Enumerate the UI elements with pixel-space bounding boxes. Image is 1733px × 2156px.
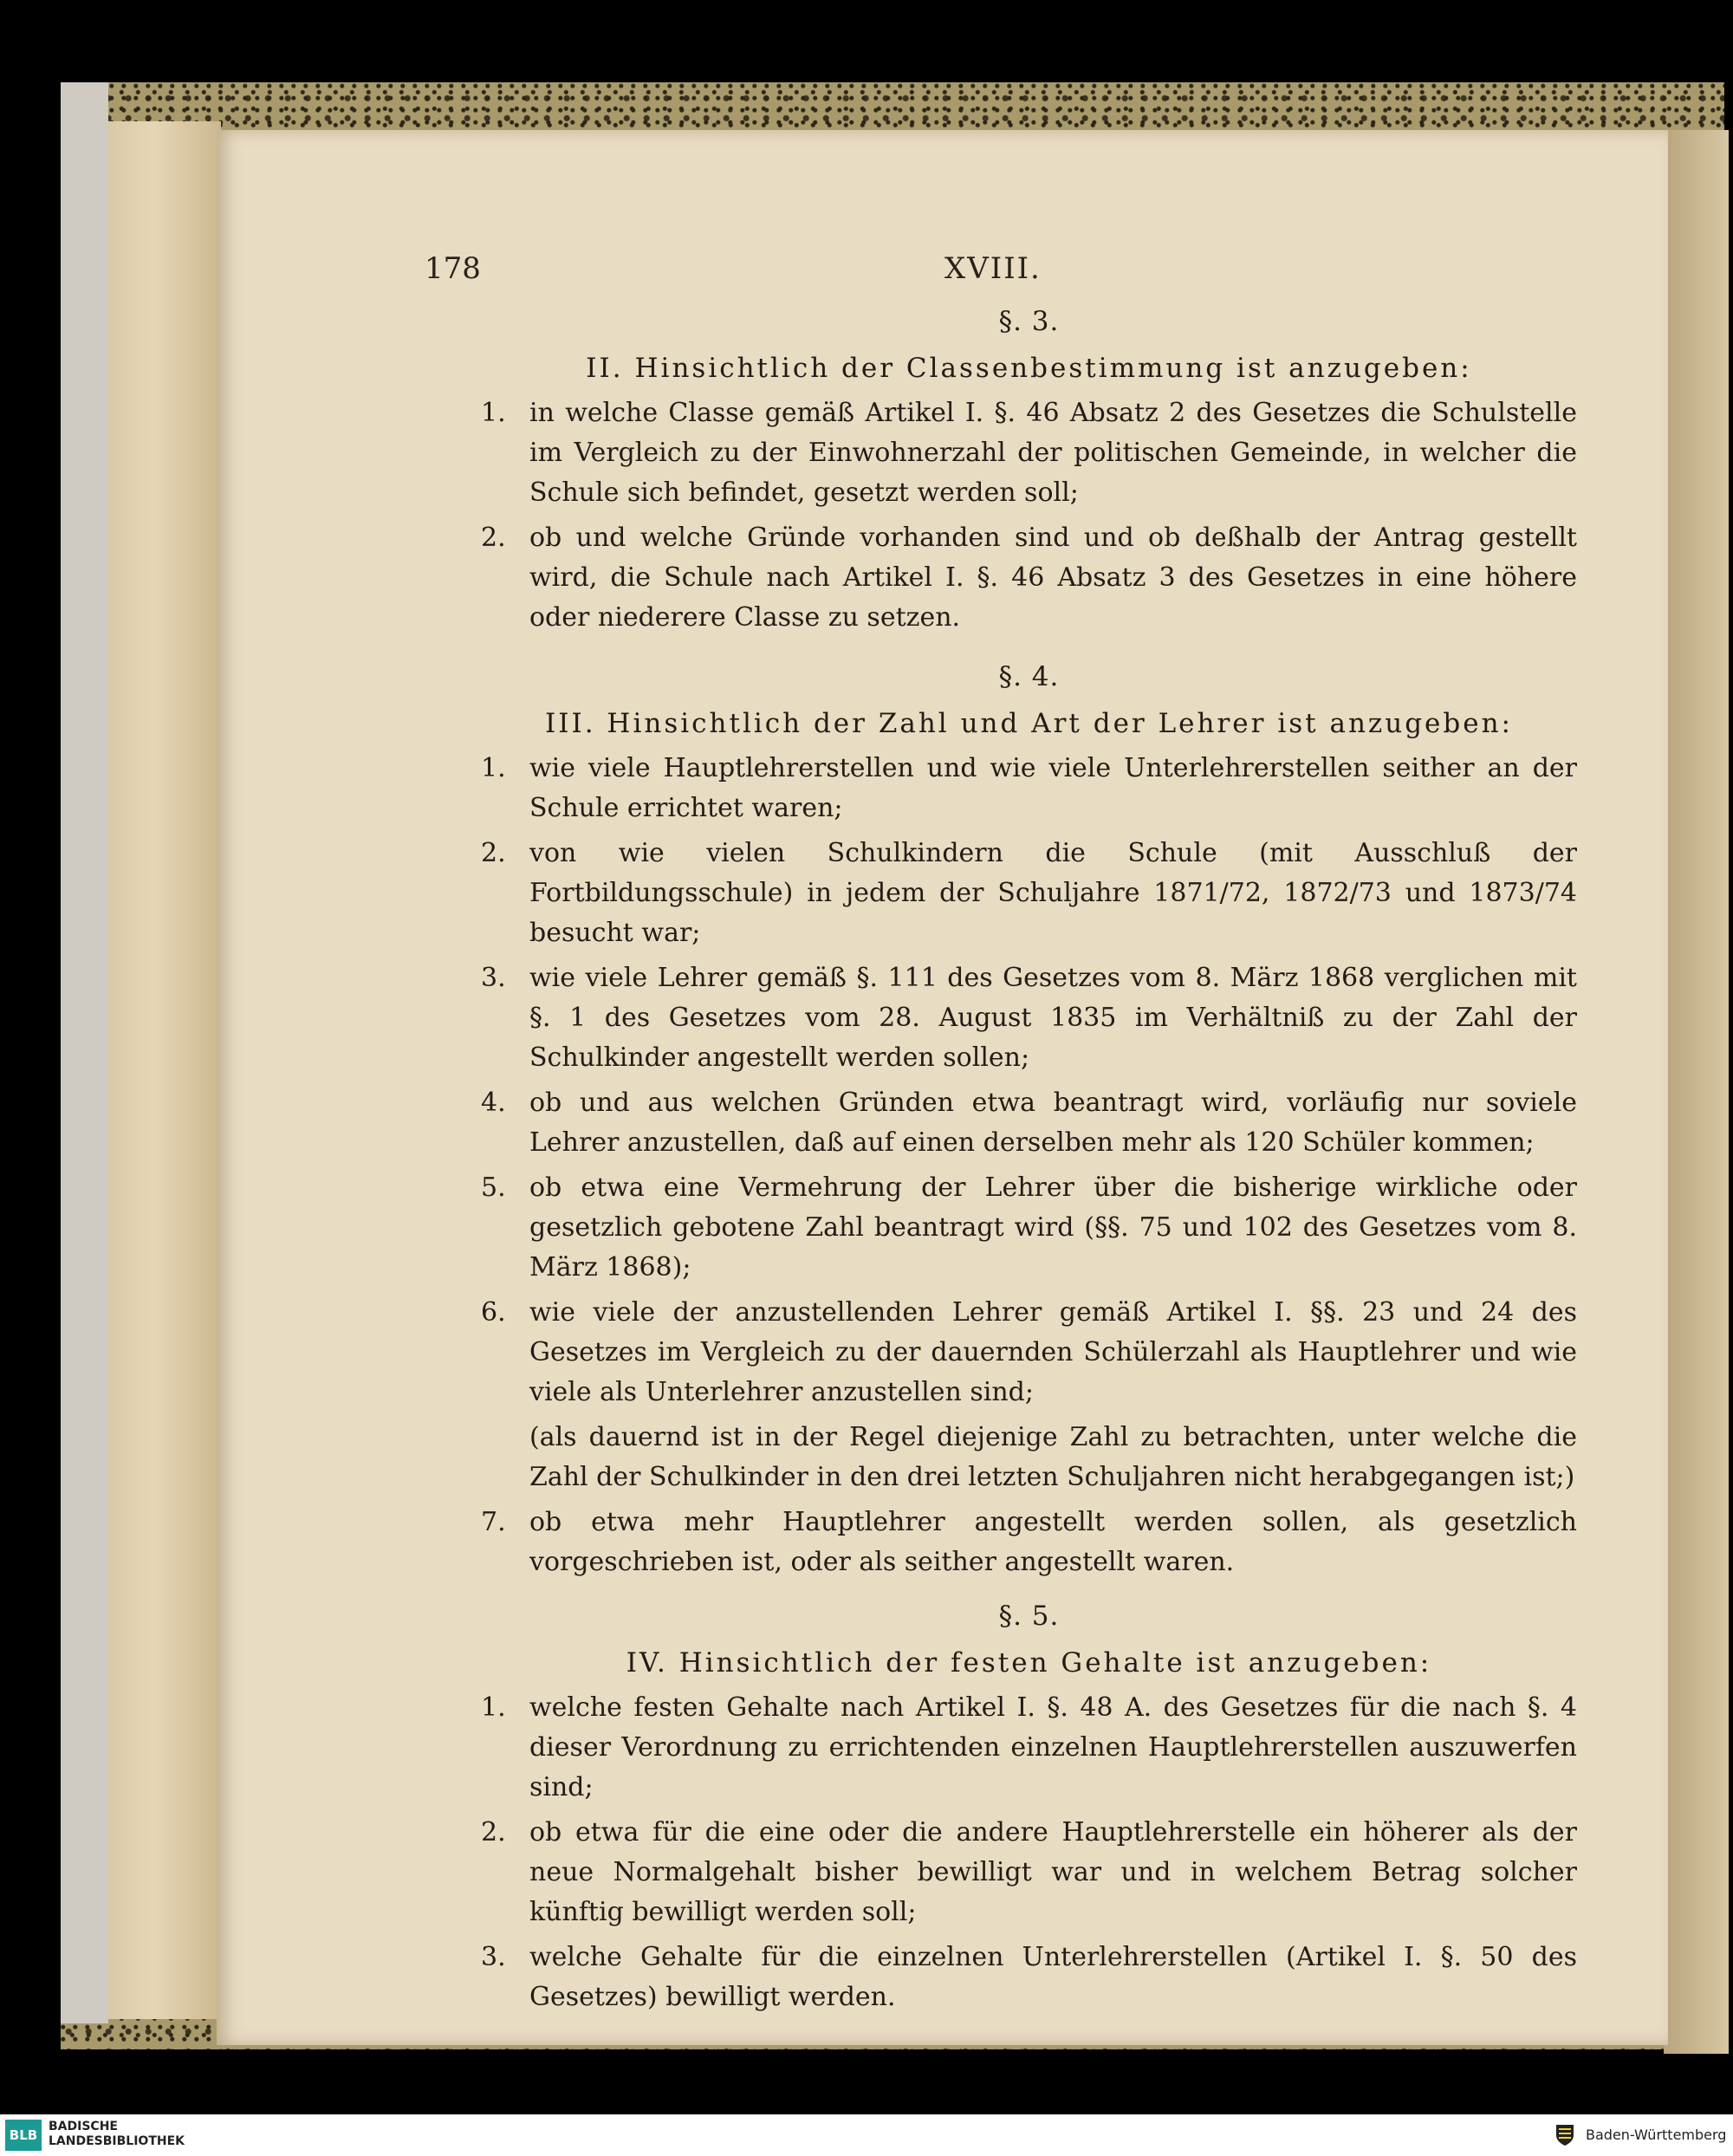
- list-item-number: 2.: [481, 838, 506, 868]
- list-item-number: 2.: [481, 523, 506, 553]
- section-heading: IV. Hinsichtlich der festen Gehalte ist anzugeben:: [626, 1647, 1432, 1679]
- list-item-text: welche festen Gehalte nach Artikel I. §. 48 A. des Gesetzes für die nach §. 4 dieser Verordnung zu errichtenden einzelnen Hauptlehrerstellen auszuwerfen sind;: [529, 1692, 1577, 1802]
- list-item-number: 6.: [481, 1297, 506, 1328]
- page-stack-edge: [108, 121, 221, 2019]
- list-note: (als dauernd ist in der Regel diejenige Zahl zu betrachten, unter welche die Zahl der Schulkinder in den drei letzten Schuljahren nicht herabgegangen ist;): [529, 1422, 1577, 1492]
- paragraph-mark: §. 5.: [998, 1601, 1060, 1632]
- library-name-line1: BADISCHE: [49, 2120, 118, 2133]
- list-item: [481, 1938, 1577, 2017]
- list-item: [481, 1083, 1577, 1163]
- list-item: [481, 393, 1577, 513]
- list-item-number: 3.: [481, 963, 506, 993]
- cover-board-edge: [61, 82, 108, 2023]
- list-item-text: von wie vielen Schulkindern die Schule (mit Ausschluß der Fortbildungsschule) in jedem der Schuljahre 1871/72, 1872/73 und 1873/74 besucht war;: [529, 838, 1577, 948]
- list-item-text: wie viele der anzustellenden Lehrer gemäß Artikel I. §§. 23 und 24 des Gesetzes im Vergleich zu der dauernden Schülerzahl als Hauptlehrer und wie viele als Unterlehrer anzustellen sind;: [529, 1297, 1577, 1407]
- list-item-text: wie viele Lehrer gemäß §. 111 des Gesetzes vom 8. März 1868 verglichen mit §. 1 des Gesetzes vom 28. August 1835 im Verhältniß zu der Zahl der Schulkinder angestellt werden sollen;: [529, 963, 1577, 1073]
- viewer-footer: [0, 2114, 1733, 2156]
- list-item-number: 7.: [481, 1507, 506, 1537]
- state-coat-of-arms-icon: [1551, 2121, 1579, 2149]
- list-item: [481, 749, 1577, 828]
- list-item: [481, 834, 1577, 953]
- list-item-text: ob und welche Gründe vorhanden sind und ob deßhalb der Antrag gestellt wird, die Schule nach Artikel I. §. 46 Absatz 3 des Gesetzes in eine höhere oder niederere Classe zu setzen.: [529, 523, 1577, 633]
- list-item-number: 3.: [481, 1942, 506, 1972]
- list-item: [481, 1813, 1577, 1932]
- paragraph-mark: §. 3.: [998, 306, 1060, 337]
- list-item-text: ob etwa mehr Hauptlehrer angestellt werden sollen, als gesetzlich vorgeschrieben ist, oder als seither angestellt waren.: [529, 1507, 1577, 1577]
- list-item-number: 1.: [481, 753, 506, 783]
- list-item-text: ob etwa für die eine oder die andere Hauptlehrerstelle ein höherer als der neue Normalgehalt bisher bewilligt war und in welchem Betrag solcher künftig bewilligt werden soll;: [529, 1817, 1577, 1927]
- list-item: [481, 1688, 1577, 1808]
- page-number: 178: [425, 251, 481, 286]
- section-heading: II. Hinsichtlich der Classenbestimmung ist anzugeben:: [586, 353, 1472, 384]
- list-item-number: 5.: [481, 1172, 506, 1203]
- list-item: [481, 958, 1577, 1078]
- list-item-text: ob und aus welchen Gründen etwa beantragt wird, vorläufig nur soviele Lehrer anzustellen, daß auf einen derselben mehr als 120 Schüler kommen;: [529, 1088, 1577, 1158]
- list-item: [481, 1503, 1577, 1582]
- list-item: [481, 1168, 1577, 1288]
- list-item-number: 1.: [481, 398, 506, 428]
- blb-logo[interactable]: BLB: [5, 2120, 42, 2151]
- state-label[interactable]: Baden-Württemberg: [1586, 2127, 1727, 2143]
- list-item-text: welche Gehalte für die einzelnen Unterlehrerstellen (Artikel I. §. 50 des Gesetzes) bewilligt werden.: [529, 1942, 1577, 2012]
- library-name-line2: LANDESBIBLIOTHEK: [49, 2134, 185, 2148]
- list-item-text: wie viele Hauptlehrerstellen und wie viele Unterlehrerstellen seither an der Schule errichtet waren;: [529, 753, 1577, 823]
- list-item-number: 1.: [481, 1692, 506, 1723]
- list-item-text: in welche Classe gemäß Artikel I. §. 46 Absatz 2 des Gesetzes die Schulstelle im Vergleich zu der Einwohnerzahl der politischen Gemeinde, in welcher die Schule sich befindet, gesetzt werden soll;: [529, 398, 1577, 508]
- list-item-number: 2.: [481, 1817, 506, 1848]
- list-item-text: ob etwa eine Vermehrung der Lehrer über die bisherige wirkliche oder gesetzlich gebotene Zahl beantragt wird (§§. 75 und 102 des Gesetzes vom 8. März 1868);: [529, 1172, 1577, 1283]
- list-item-number: 4.: [481, 1088, 506, 1118]
- list-item: [481, 1293, 1577, 1412]
- paragraph-mark: §. 4.: [998, 661, 1060, 692]
- page-section-roman: XVIII.: [944, 251, 1042, 286]
- section-heading: III. Hinsichtlich der Zahl und Art der Lehrer ist anzugeben:: [544, 708, 1513, 739]
- list-item: [481, 518, 1577, 638]
- facing-page-edge: [1664, 130, 1729, 2054]
- library-name: [49, 2120, 185, 2149]
- page-content: [481, 295, 1577, 2023]
